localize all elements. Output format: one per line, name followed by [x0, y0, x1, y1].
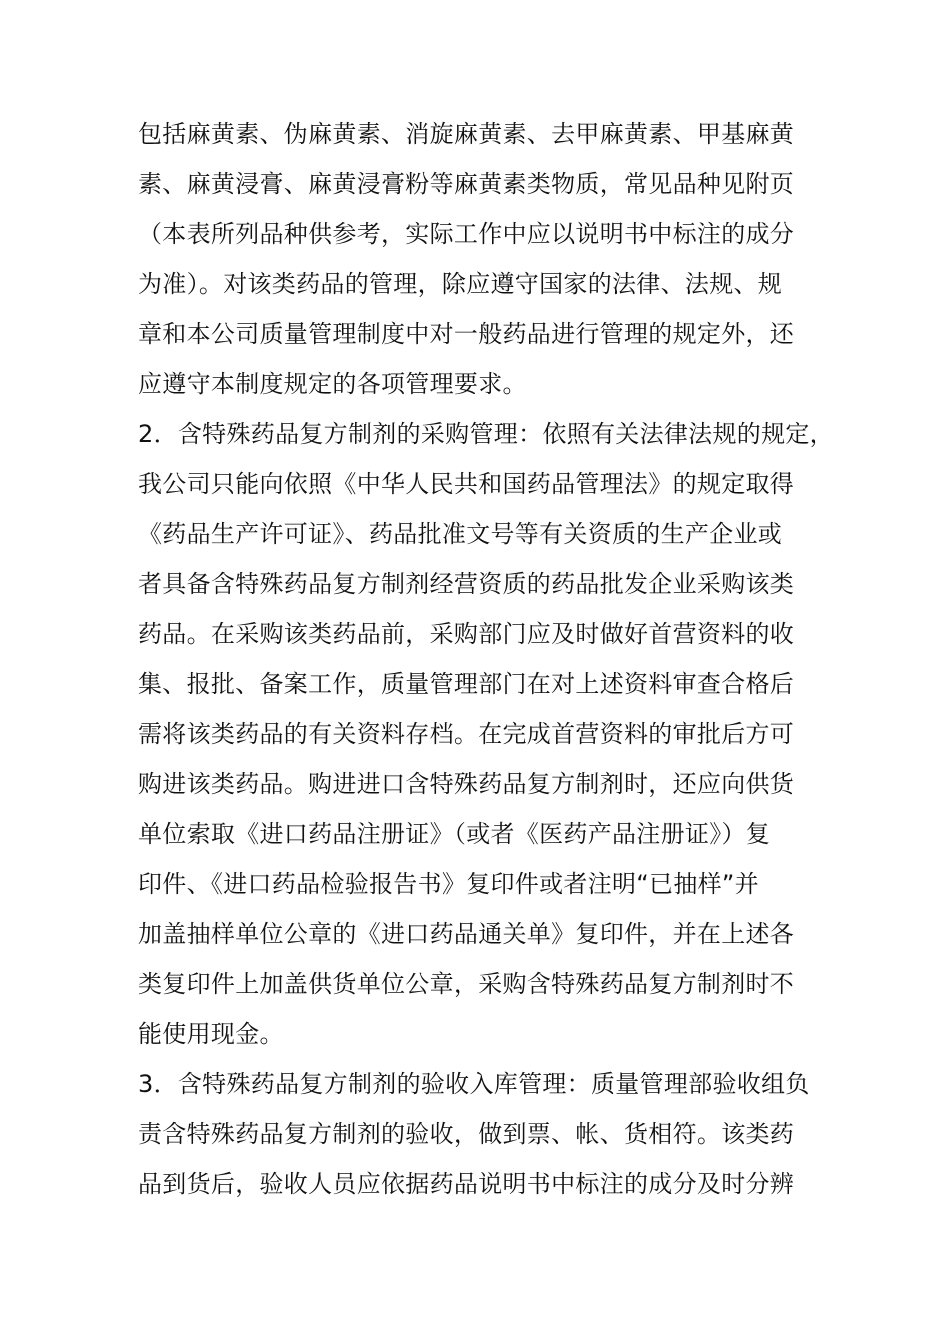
text-line: 素、麻黄浸膏、麻黄浸膏粉等麻黄素类物质，常见品种见附页: [138, 170, 795, 198]
text-line: 者具备含特殊药品复方制剂经营资质的药品批发企业采购该类: [138, 570, 795, 598]
text-line: 药品。在采购该类药品前，采购部门应及时做好首营资料的收: [138, 620, 795, 648]
text-line: 应遵守本制度规定的各项管理要求。: [138, 370, 527, 398]
text-line: 单位索取《进口药品注册证》（或者《医药产品注册证》）复: [138, 820, 771, 848]
text-line: 集、报批、备案工作，质量管理部门在对上述资料审查合格后: [138, 670, 795, 698]
text-line: 责含特殊药品复方制剂的验收，做到票、帐、货相符。该类药: [138, 1120, 795, 1148]
text-line: 类复印件上加盖供货单位公章，采购含特殊药品复方制剂时不: [138, 970, 795, 998]
text-line: 购进该类药品。购进进口含特殊药品复方制剂时，还应向供货: [138, 770, 795, 798]
text-line: 品到货后，验收人员应依据药品说明书中标注的成分及时分辨: [138, 1170, 795, 1198]
text-line: 需将该类药品的有关资料存档。在完成首营资料的审批后方可: [138, 720, 795, 748]
text-line: 章和本公司质量管理制度中对一般药品进行管理的规定外，还: [138, 320, 795, 348]
text-line: 包括麻黄素、伪麻黄素、消旋麻黄素、去甲麻黄素、甲基麻黄: [138, 120, 795, 148]
text-line: （本表所列品种供参考，实际工作中应以说明书中标注的成分: [138, 220, 795, 248]
text-line: 印件、《进口药品检验报告书》复印件或者注明“已抽样”并: [138, 870, 759, 898]
text-line: 《药品生产许可证》、药品批准文号等有关资质的生产企业或: [138, 520, 783, 548]
text-line: 能使用现金。: [138, 1020, 284, 1048]
text-line: 2．含特殊药品复方制剂的采购管理：依照有关法律法规的规定，: [138, 420, 834, 448]
text-line: 3．含特殊药品复方制剂的验收入库管理：质量管理部验收组负: [138, 1070, 810, 1098]
text-line: 加盖抽样单位公章的《进口药品通关单》复印件，并在上述各: [138, 920, 795, 948]
text-line: 我公司只能向依照《中华人民共和国药品管理法》的规定取得: [138, 470, 795, 498]
text-line: 为准）。对该类药品的管理，除应遵守国家的法律、法规、规: [138, 270, 783, 298]
